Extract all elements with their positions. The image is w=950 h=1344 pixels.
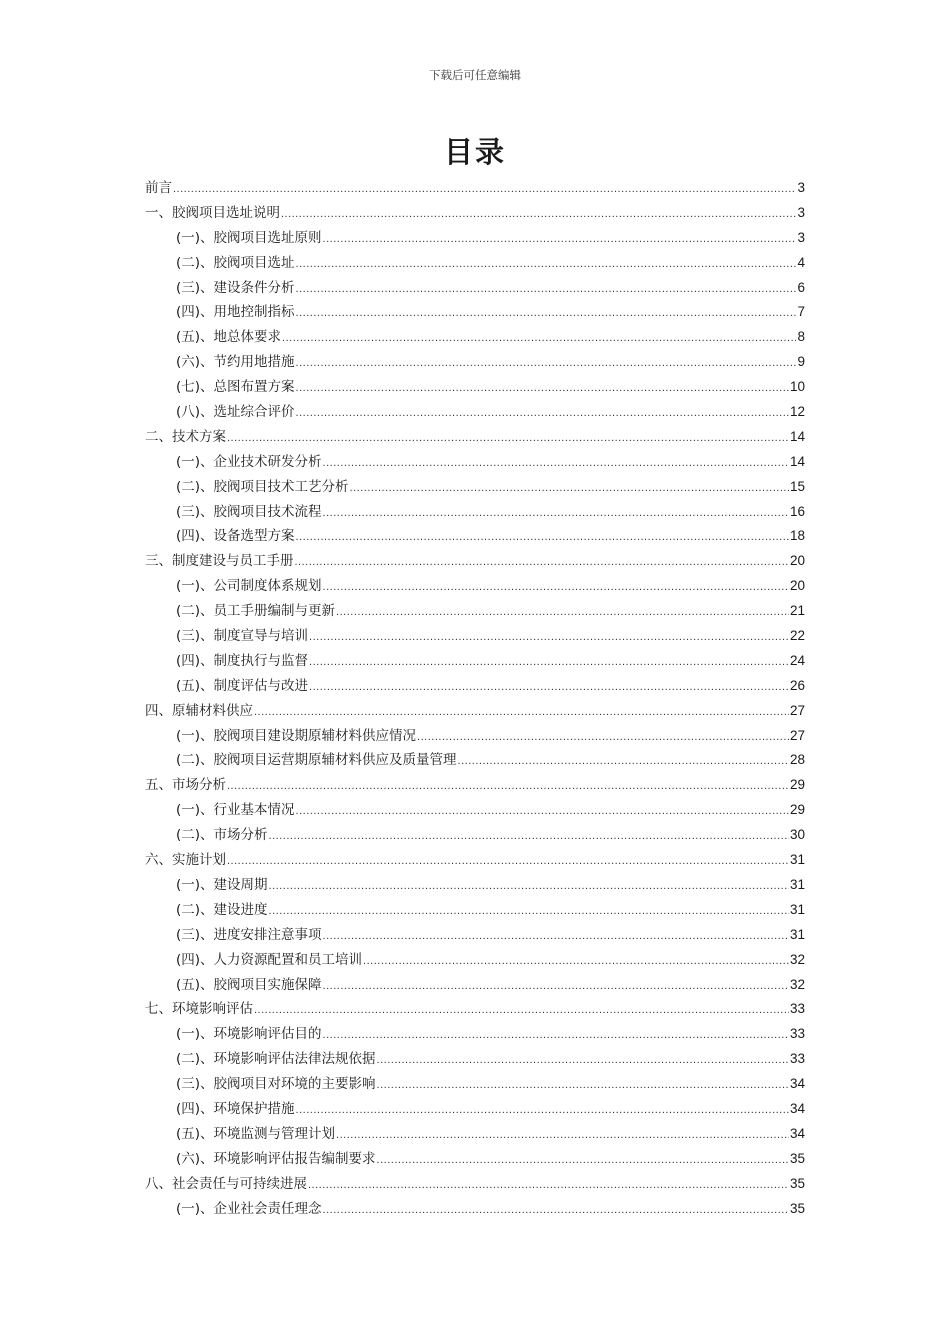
toc-entry-page: 27 (789, 727, 805, 743)
toc-entry-text: (三)、进度安排注意事项 (176, 926, 322, 943)
toc-dot-leader (269, 899, 789, 924)
toc-entry[interactable] (145, 425, 805, 450)
toc-entry-page: 15 (789, 478, 805, 494)
toc-entry-text: 八、社会责任与可持续进展 (145, 1175, 307, 1192)
toc-entry-page: 34 (789, 1076, 805, 1092)
toc-entry-text: (四)、设备选型方案 (176, 528, 295, 545)
toc-dot-leader (269, 874, 789, 899)
toc-entry[interactable] (145, 500, 805, 525)
toc-entry[interactable] (145, 350, 805, 375)
toc-entry[interactable] (145, 748, 805, 773)
toc-entry-text: (二)、员工手册编制与更新 (176, 603, 336, 620)
toc-entry-page: 3 (797, 229, 805, 245)
toc-dot-leader (309, 675, 789, 700)
toc-entry-page: 4 (797, 254, 805, 270)
toc-entry-text: (四)、用地控制指标 (176, 304, 295, 321)
toc-entry[interactable] (145, 226, 805, 251)
toc-entry-text: (一)、企业社会责任理念 (176, 1200, 322, 1217)
toc-entry-page: 31 (789, 852, 805, 868)
toc-dot-leader (323, 924, 789, 949)
toc-dot-leader (309, 650, 789, 675)
toc-entry[interactable] (145, 549, 805, 574)
toc-entry[interactable] (145, 176, 805, 201)
toc-entry-text: (三)、制度宣导与培训 (176, 628, 309, 645)
toc-entry[interactable] (145, 450, 805, 475)
toc-entry-text: (二)、环境影响评估法律法规依据 (176, 1051, 376, 1068)
toc-dot-leader (363, 949, 789, 974)
toc-dot-leader (377, 1148, 789, 1173)
toc-entry-text: 三、制度建设与员工手册 (145, 553, 294, 570)
toc-dot-leader (227, 849, 789, 874)
toc-dot-leader (227, 774, 789, 799)
toc-entry-text: (六)、节约用地措施 (176, 354, 295, 371)
toc-entry-text: (七)、总图布置方案 (176, 379, 295, 396)
toc-entry[interactable] (145, 325, 805, 350)
header-note: 下载后可任意编辑 (429, 68, 521, 82)
toc-entry-text: (四)、环境保护措施 (176, 1100, 295, 1117)
toc-entry-page: 34 (789, 1125, 805, 1141)
toc-entry[interactable] (145, 1147, 805, 1172)
toc-dot-leader (323, 227, 797, 252)
toc-entry[interactable] (145, 848, 805, 873)
toc-entry-text: (五)、制度评估与改进 (176, 677, 309, 694)
toc-entry[interactable] (145, 948, 805, 973)
toc-dot-leader (377, 1048, 789, 1073)
toc-entry-page: 29 (789, 777, 805, 793)
toc-entry-page: 20 (789, 553, 805, 569)
toc-entry-page: 26 (789, 677, 805, 693)
toc-entry-page: 12 (789, 404, 805, 420)
toc-entry[interactable] (145, 773, 805, 798)
toc-entry[interactable] (145, 873, 805, 898)
toc-entry-text: (四)、人力资源配置和员工培训 (176, 951, 363, 968)
toc-entry[interactable] (145, 300, 805, 325)
toc-entry-text: 七、环境影响评估 (145, 1001, 253, 1018)
toc-entry[interactable] (145, 997, 805, 1022)
toc-dot-leader (296, 376, 789, 401)
toc-entry[interactable] (145, 524, 805, 549)
toc-entry-page: 18 (789, 528, 805, 544)
toc-entry-page: 20 (789, 578, 805, 594)
toc-dot-leader (336, 1123, 789, 1148)
toc-entry-page: 8 (797, 329, 805, 345)
toc-dot-leader (254, 998, 789, 1023)
toc-dot-leader (296, 351, 797, 376)
toc-entry-text: (一)、环境影响评估目的 (176, 1026, 322, 1043)
toc-entry-text: (一)、公司制度体系规划 (176, 578, 322, 595)
toc-dot-leader (417, 725, 789, 750)
toc-dot-leader (296, 1098, 789, 1123)
toc-entry-page: 10 (789, 379, 805, 395)
toc-entry[interactable] (145, 276, 805, 301)
toc-entry-text: (四)、制度执行与监督 (176, 652, 309, 669)
toc-entry[interactable] (145, 1197, 805, 1222)
toc-entry-page: 31 (789, 926, 805, 942)
toc-entry-text: (一)、行业基本情况 (176, 802, 295, 819)
toc-entry[interactable] (145, 1172, 805, 1197)
toc-entry[interactable] (145, 400, 805, 425)
toc-dot-leader (308, 1173, 789, 1198)
toc-dot-leader (309, 625, 789, 650)
toc-entry-page: 24 (789, 652, 805, 668)
toc-entry-page: 9 (797, 354, 805, 370)
toc-entry[interactable] (145, 624, 805, 649)
toc-entry-page: 32 (789, 951, 805, 967)
toc-entry-page: 7 (797, 304, 805, 320)
toc-dot-leader (296, 301, 797, 326)
toc-entry-text: (五)、胶阀项目实施保障 (176, 976, 322, 993)
toc-dot-leader (296, 252, 797, 277)
toc-dot-leader (377, 1073, 789, 1098)
toc-entry[interactable] (145, 599, 805, 624)
toc-dot-leader (269, 824, 789, 849)
toc-entry-text: 二、技术方案 (145, 428, 226, 445)
toc-entry[interactable] (145, 724, 805, 749)
toc-entry[interactable] (145, 375, 805, 400)
toc-dot-leader (323, 1198, 789, 1223)
toc-entry-text: (六)、环境影响评估报告编制要求 (176, 1150, 376, 1167)
toc-entry[interactable] (145, 898, 805, 923)
toc-dot-leader (295, 550, 789, 575)
toc-entry-page: 6 (797, 279, 805, 295)
toc-entry-text: (八)、选址综合评价 (176, 404, 295, 421)
toc-entry[interactable] (145, 973, 805, 998)
toc-entry-page: 33 (789, 1001, 805, 1017)
toc-entry-page: 3 (797, 180, 805, 195)
toc-entry-text: 五、市场分析 (145, 777, 226, 794)
toc-entry-page: 16 (789, 503, 805, 519)
toc-dot-leader (296, 277, 797, 302)
toc-entry-page: 30 (789, 827, 805, 843)
toc-entry-page: 27 (789, 702, 805, 718)
toc-entry-page: 21 (789, 603, 805, 619)
toc-entry-page: 34 (789, 1100, 805, 1116)
toc-entry-page: 32 (789, 976, 805, 992)
toc-entry-text: (三)、胶阀项目技术流程 (176, 503, 322, 520)
toc-entry-page: 35 (789, 1200, 805, 1216)
toc-entry[interactable] (145, 674, 805, 699)
toc-entry-text: (二)、胶阀项目运营期原辅材料供应及质量管理 (176, 752, 457, 769)
toc-entry-text: 四、原辅材料供应 (145, 702, 253, 719)
toc-entry-text: 六、实施计划 (145, 852, 226, 869)
toc-entry-page: 22 (789, 628, 805, 644)
toc-entry-page: 3 (797, 204, 805, 220)
toc-entry-text: (五)、环境监测与管理计划 (176, 1125, 336, 1142)
toc-entry-text: (一)、建设周期 (176, 876, 268, 893)
toc-dot-leader (458, 749, 789, 774)
toc-dot-leader (254, 700, 789, 725)
toc-entry-text: (一)、胶阀项目建设期原辅材料供应情况 (176, 727, 417, 744)
toc-entry-page: 28 (789, 752, 805, 768)
toc-entry-text: (二)、胶阀项目技术工艺分析 (176, 478, 349, 495)
toc-entry[interactable] (145, 798, 805, 823)
toc-entry-text: (三)、建设条件分析 (176, 279, 295, 296)
toc-title: 目录 (443, 135, 506, 169)
toc-entry[interactable] (145, 1122, 805, 1147)
toc-entry-page: 31 (789, 876, 805, 892)
toc-entry[interactable] (145, 649, 805, 674)
toc-dot-leader (173, 177, 796, 202)
toc-entry[interactable] (145, 201, 805, 226)
toc-entry-page: 14 (789, 428, 805, 444)
toc-entry[interactable] (145, 1097, 805, 1122)
toc-entry-page: 33 (789, 1026, 805, 1042)
toc-dot-leader (296, 401, 789, 426)
toc-entry[interactable] (145, 1047, 805, 1072)
toc-entry[interactable] (145, 699, 805, 724)
toc-dot-leader (281, 202, 796, 227)
toc-entry-text: (三)、胶阀项目对环境的主要影响 (176, 1076, 376, 1093)
toc-entry-page: 35 (789, 1175, 805, 1191)
toc-entry[interactable] (145, 475, 805, 500)
toc-entry-page: 33 (789, 1051, 805, 1067)
toc-dot-leader (296, 525, 789, 550)
toc-dot-leader (323, 974, 789, 999)
toc-entry-page: 14 (789, 453, 805, 469)
toc-entry-page: 31 (789, 901, 805, 917)
toc-entry[interactable] (145, 923, 805, 948)
toc-dot-leader (323, 575, 789, 600)
toc-dot-leader (323, 1023, 789, 1048)
toc-dot-leader (323, 451, 789, 476)
toc-dot-leader (336, 600, 789, 625)
toc-dot-leader (350, 476, 789, 501)
toc-entry[interactable] (145, 251, 805, 276)
toc-entry[interactable] (145, 1022, 805, 1047)
toc-entry-text: (二)、市场分析 (176, 827, 268, 844)
toc-dot-leader (282, 326, 796, 351)
toc-entry[interactable] (145, 1072, 805, 1097)
toc-entry-page: 29 (789, 802, 805, 818)
toc-entry-text: (二)、建设进度 (176, 901, 268, 918)
toc-entry-text: (一)、胶阀项目选址原则 (176, 229, 322, 246)
toc-entry-page: 35 (789, 1150, 805, 1166)
toc-dot-leader (227, 426, 789, 451)
toc-entry[interactable] (145, 574, 805, 599)
toc-entry-text: 一、胶阀项目选址说明 (145, 204, 280, 221)
toc-dot-leader (323, 501, 789, 526)
toc-dot-leader (296, 799, 789, 824)
toc-entry-text: (五)、地总体要求 (176, 329, 282, 346)
toc-entry-text: 前言 (145, 180, 172, 196)
table-of-contents (145, 176, 805, 1221)
toc-entry-text: (一)、企业技术研发分析 (176, 453, 322, 470)
toc-entry[interactable] (145, 823, 805, 848)
toc-entry-text: (二)、胶阀项目选址 (176, 254, 295, 271)
